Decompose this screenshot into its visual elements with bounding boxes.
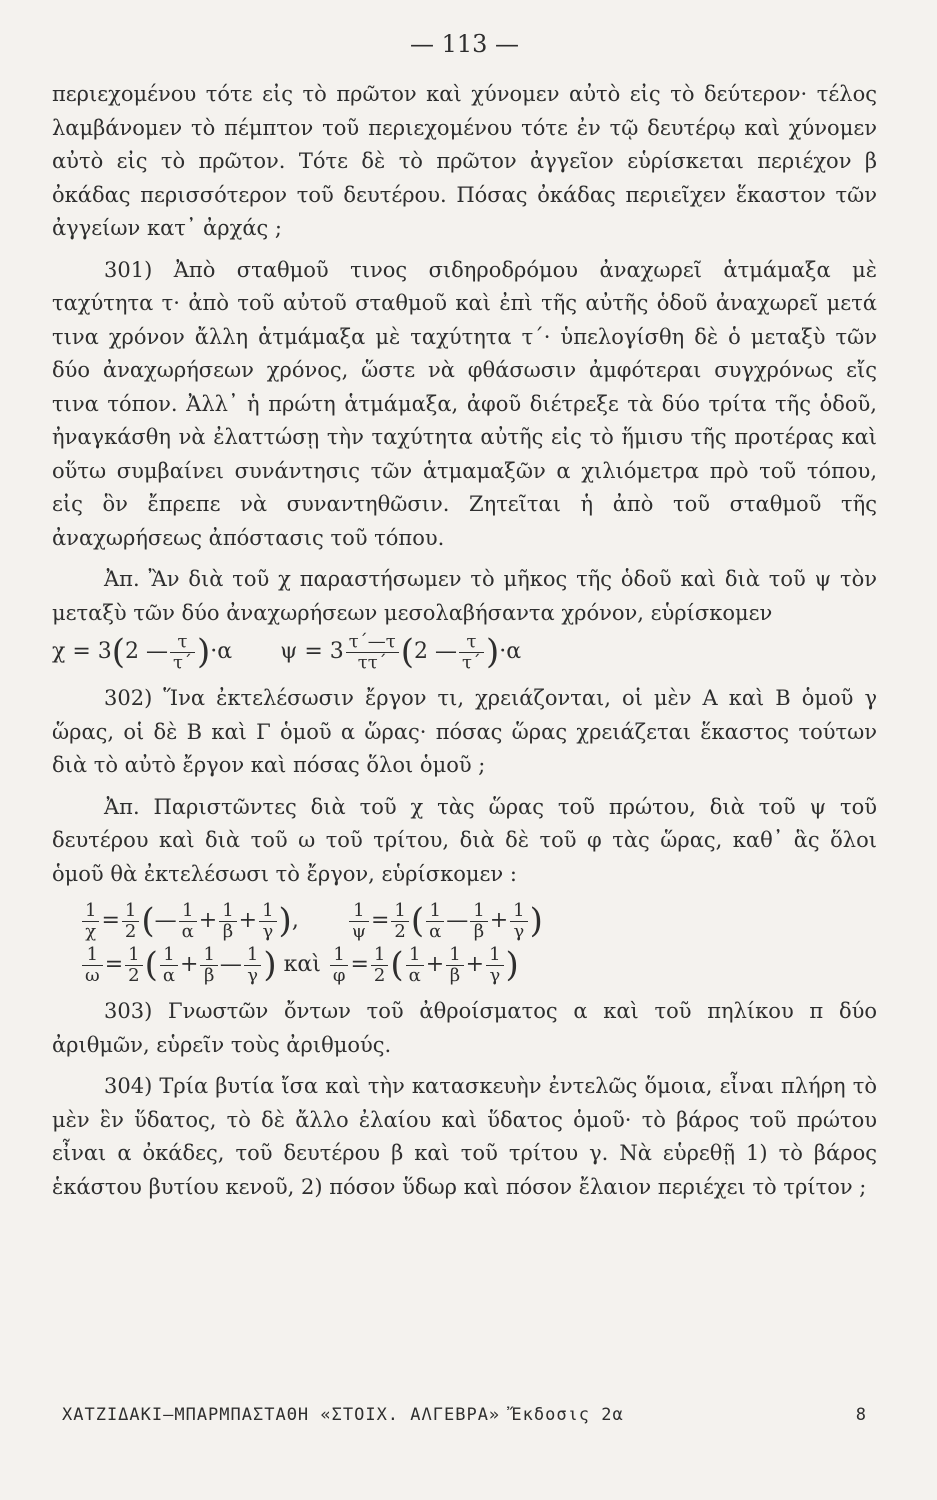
footer-signature-number: 8 [855,1405,867,1425]
problem-304: 304) Τρία βυτία ἴσα καὶ τὴν κατασκευὴν ἐντελῶς ὅμοια, εἶναι πλήρη τὸ μὲν ἓν ὕδατος, τὸ δὲ ἄλλο ἐλαίου καὶ ὕδατος ὁμοῦ· τὸ βάρος τοῦ πρώτου εἶναι α ὀκάδες, τοῦ δευτέρου β καὶ τοῦ τρίτου γ. Νὰ εὑρεθῇ 1) τὸ βάρος ἑκάστου βυτίου κενοῦ, 2) πόσον ὕδωρ καὶ πόσον ἔλαιον περιέχει τὸ τρίτον ; [52,1074,877,1199]
equation-302-line1: $\frac{1}{\chi}$ = $\frac{1}{2}$ (— $\frac{1}{\alpha}$ + $\frac{1}{\beta}$ + $\frac{1}{\gamma}$ ), $\frac{1}{\psi}$ = $\frac{1}{2}$ ( $\frac{1}{\alpha}$ — $\frac{1}{\beta}$ + $\frac{1}{\gamma}$ ) [52,899,877,943]
problem-302: 302) Ἵνα ἐκτελέσωσιν ἔργον τι, χρειάζονται, οἱ μὲν Α καὶ Β ὁμοῦ γ ὥρας, οἱ δὲ Β καὶ Γ ὁμοῦ α ὥρας· πόσας ὥρας χρειάζεται ἕκαστος τούτων διὰ τὸ αὐτὸ ἔργον καὶ πόσας ὅλοι ὁμοῦ ; [52,686,877,777]
paragraph-continuation: περιεχομένου τότε εἰς τὸ πρῶτον καὶ χύνομεν αὐτὸ εἰς τὸ δεύτερον· τέλος λαμβάνομεν τὸ πέμπτον τοῦ περιεχομένου τότε ἐν τῷ δευτέρῳ καὶ χύνομεν αὐτὸ εἰς τὸ πρῶτον. Τότε δὲ τὸ πρῶτον ἀγγεῖον εὑρίσκεται περιέχον β ὀκάδας περισσότερον τοῦ δευτέρου. Πόσας ὀκάδας περιεῖχεν ἕκαστον τῶν ἀγγείων κατ᾽ ἀρχάς ; [52,82,877,240]
page-number: — 113 — [409,30,520,58]
text-body [52,78,877,1204]
problem-303: 303) Γνωστῶν ὄντων τοῦ ἀθροίσματος α καὶ τοῦ πηλίκου π δύο ἀριθμῶν, εὑρεῖν τοὺς ἀριθμούς. [52,999,877,1057]
answer-301: Ἀπ. Ἂν διὰ τοῦ χ παραστήσωμεν τὸ μῆκος τῆς ὁδοῦ καὶ διὰ τοῦ ψ τὸν μεταξὺ τῶν δύο ἀναχωρήσεων μεσολαβήσαντα χρόνον, εὑρίσκομεν [52,567,877,625]
problem-301: 301) Ἀπὸ σταθμοῦ τινος σιδηροδρόμου ἀναχωρεῖ ἁτμάμαξα μὲ ταχύτητα τ· ἀπὸ τοῦ αὐτοῦ σταθμοῦ καὶ ἐπὶ τῆς αὐτῆς ὁδοῦ ἀναχωρεῖ μετά τινα χρόνον ἄλλη ἁτμάμαξα μὲ ταχύτητα τ΄· ὑπελογίσθη δὲ ὁ μεταξὺ τῶν δύο ἀναχωρήσεων χρόνος, ὥστε νὰ φθάσωσιν ἀμφότεραι συγχρόνως εἴς τινα τόπον. Ἀλλ᾽ ἡ πρώτη ἁτμάμαξα, ἀφοῦ διέτρεξε τὰ δύο τρίτα τῆς ὁδοῦ, ἠναγκάσθη νὰ ἐλαττώσῃ τὴν ταχύτητα αὐτῆς εἰς τὸ ἥμισυ τῆς προτέρας καὶ οὕτω συμβαίνει συνάντησις τῶν ἁτμαμαξῶν α χιλιόμετρα πρὸ τοῦ τόπου, εἰς ὃν ἔπρεπε νὰ συναντηθῶσιν. Ζητεῖται ἡ ἀπὸ τοῦ σταθμοῦ τῆς ἀναχωρήσεως ἀπόστασις τοῦ τόπου. [52,257,877,550]
footer [62,1405,867,1425]
equation-302-line2: $\frac{1}{\omega}$ = $\frac{1}{2}$ ( $\frac{1}{\alpha}$ + $\frac{1}{\beta}$ — $\frac{1}{\gamma}$ ) καὶ $\frac{1}{\varphi}$ = $\frac{1}{2}$ ( $\frac{1}{\alpha}$ + $\frac{1}{\beta}$ + $\frac{1}{\gamma}$ ) [52,943,877,987]
equation-301: χ = 3(2 — $\frac{\tau}{\tau΄}$ )·α ψ = 3 $\frac{\tau΄—\tau}{\tau\tau΄}$ (2 — $\frac{\tau}{\tau΄}$ )·α [52,630,522,673]
footer-book-title: ΧΑΤΖΙΔΑΚΙ—ΜΠΑΡΜΠΑΣΤΑΘΗ «ΣΤΟΙΧ. ΑΛΓΕΒΡΑ» Ἔκδοσις 2α [62,1405,624,1425]
answer-302: Ἀπ. Παριστῶντες διὰ τοῦ χ τὰς ὥρας τοῦ πρώτου, διὰ τοῦ ψ τοῦ δευτέρου καὶ διὰ τοῦ ω τοῦ τρίτου, διὰ δὲ τοῦ φ τὰς ὥρας, καθ᾽ ἃς ὅλοι ὁμοῦ θὰ ἐκτελέσωσι τὸ ἔργον, εὑρίσκομεν : [52,794,877,886]
